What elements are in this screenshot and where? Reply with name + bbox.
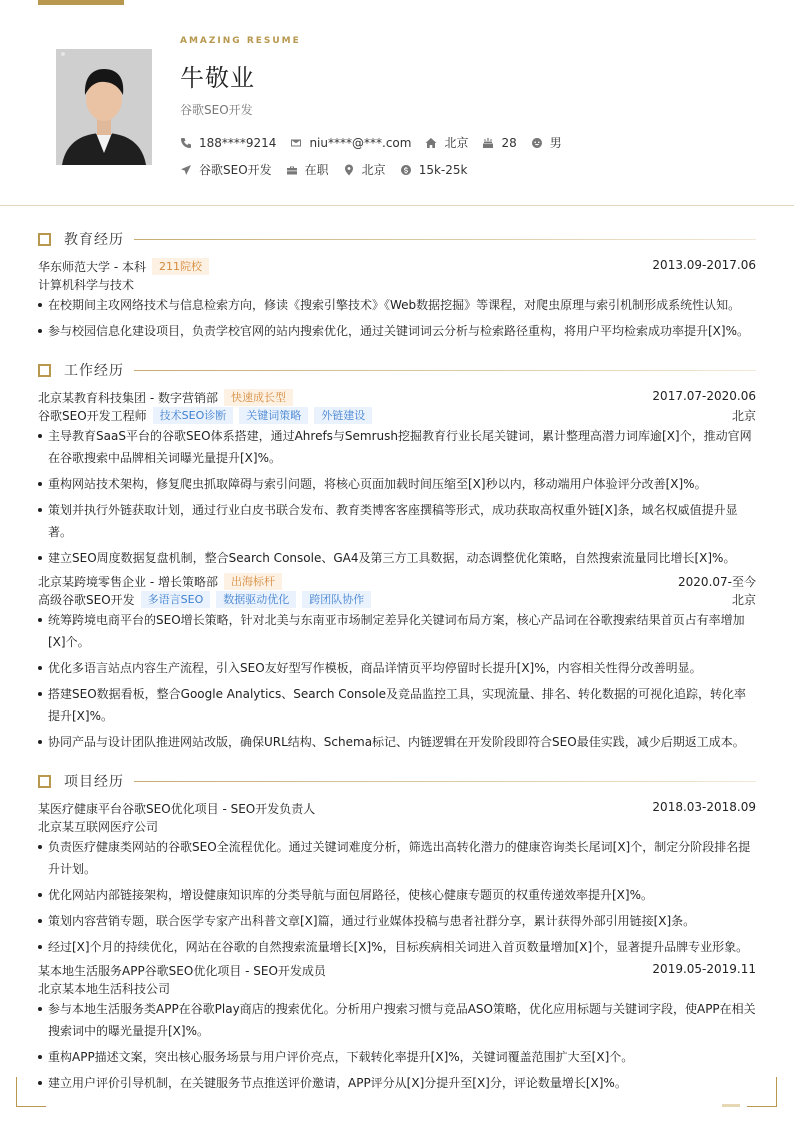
page-dash-decoration [722,1104,740,1107]
skill-tag: 关键词策略 [239,407,308,424]
cake-icon [482,137,494,149]
project-name: 某医疗健康平台谷歌SEO优化项目 - SEO开发负责人 [38,802,316,816]
section-divider [134,239,756,240]
email-info [290,136,411,150]
company-name: 北京某跨境零售企业 - 增长策略部 [38,575,218,589]
school-tag: 211院校 [152,258,209,275]
location-pin-icon [343,164,355,176]
work-title-line [38,407,756,425]
mail-icon [290,137,302,149]
job-title: 高级谷歌SEO开发 [38,593,135,607]
phone-text: 188****9214 [199,135,277,150]
list-item: 搭建SEO数据看板，整合Google Analytics、Search Console及竞品监控工具，实现流量、排名、转化数据的可视化追踪，转化率提升[X]%。 [38,683,756,727]
work-company-line [38,573,756,591]
skill-tag: 外链建设 [314,407,372,424]
status-info [286,161,329,178]
project-date: 2018.03-2018.09 [652,800,756,814]
contact-row [180,134,576,151]
section-square-icon [38,775,51,788]
skill-tag: 数据驱动优化 [216,591,296,608]
phone-info [180,136,276,150]
list-item: 优化多语言站点内容生产流程，引入SEO友好型写作模板，商品详情页平均停留时长提升[X]%，内容相关性得分改善明显。 [38,657,756,679]
education-entry-line [38,258,756,276]
project-name: 某本地生活服务APP谷歌SEO优化项目 - SEO开发成员 [38,964,326,978]
profile-photo [56,49,152,165]
home-icon [425,137,437,149]
section-square-icon [38,364,51,377]
candidate-role: 谷歌SEO开发 [180,103,253,117]
gender-text: 男 [549,136,562,150]
project-org: 北京某互联网医疗公司 [38,820,159,834]
list-item: 策划并执行外链获取计划，通过行业白皮书联合发布、教育类博客客座撰稿等形式，成功获取高权重外链[X]条，域名权威值提升显著。 [38,499,756,543]
project-name-line [38,800,756,818]
education-section-header [38,231,756,247]
candidate-name: 牛敬业 [180,64,255,92]
target-role-info [180,161,272,178]
company-tag: 快速成长型 [224,389,293,406]
corner-decoration-right [747,1077,777,1107]
age-info [482,136,516,150]
briefcase-icon [286,164,298,176]
section-divider [134,781,756,782]
home-text: 北京 [444,136,469,150]
project-date: 2019.05-2019.11 [652,962,756,976]
list-item: 经过[X]个月的持续优化，网站在谷歌的自然搜索流量增长[X]%，目标疾病相关词进入首页数量增加[X]个，显著提升品牌专业形象。 [38,936,756,958]
phone-icon [180,137,192,149]
home-info [425,134,468,151]
school-name: 华东师范大学 - 本科 [38,260,146,274]
email-text: niu****@***.com [309,135,412,150]
intention-row [180,161,481,178]
status-text: 在职 [304,163,329,177]
list-item: 重构APP描述文案，突出核心服务场景与用户评价亮点，下载转化率提升[X]%，关键词覆盖范围扩大至[X]个。 [38,1046,756,1068]
money-icon [400,164,412,176]
list-item: 参与本地生活服务类APP在谷歌Play商店的搜索优化。分析用户搜索习惯与竞品ASO策略，优化应用标题与关键词字段，使APP在相关搜索词中的曝光量提升[X]%。 [38,998,756,1042]
skill-tag: 跨团队协作 [302,591,371,608]
work-date: 2020.07-至今 [678,575,756,589]
target-city-text: 北京 [361,163,386,177]
list-item: 策划内容营销专题，联合医学专家产出科普文章[X]篇，通过行业媒体投稿与患者社群分享，累计获得外部引用链接[X]条。 [38,910,756,932]
skill-tag: 技术SEO诊断 [153,407,234,424]
list-item: 建立用户评价引导机制，在关键服务节点推送评价邀请，APP评分从[X]分提升至[X]分，评论数量增长[X]%。 [38,1072,756,1094]
gender-info [531,134,562,151]
list-item: 在校期间主攻网络技术与信息检索方向，修读《搜索引擎技术》《Web数据挖掘》等课程，对爬虫原理与索引机制形成系统性认知。 [38,294,756,316]
work-title-line [38,591,756,609]
target-role-text: 谷歌SEO开发 [199,163,272,177]
section-title: 工作经历 [64,363,124,379]
section-title: 教育经历 [64,232,124,248]
list-item: 统筹跨境电商平台的SEO增长策略，针对北美与东南亚市场制定差异化关键词布局方案，核心产品词在谷歌搜索结果首页占有率增加[X]个。 [38,609,756,653]
list-item: 负责医疗健康类网站的谷歌SEO全流程优化。通过关键词难度分析，筛选出高转化潜力的健康咨询类长尾词[X]个，制定分阶段排名提升计划。 [38,836,756,880]
salary-info [400,163,468,177]
list-item: 建立SEO周度数据复盘机制，整合Search Console、GA4及第三方工具数据，动态调整优化策略，自然搜索流量同比增长[X]%。 [38,547,756,569]
list-item: 主导教育SaaS平台的谷歌SEO体系搭建，通过Ahrefs与Semrush挖掘教育行业长尾关键词，累计整理高潜力词库逾[X]个，推动官网在谷歌搜索中品牌相关词曝光量提升[X]%。 [38,425,756,469]
list-item: 重构网站技术架构，修复爬虫抓取障碍与索引问题，将核心页面加载时间压缩至[X]秒以内，移动端用户体验评分改善[X]%。 [38,473,756,495]
education-major-line [38,276,756,294]
salary-text: 15k-25k [418,162,468,177]
section-title: 项目经历 [64,774,124,790]
section-square-icon [38,233,51,246]
project-org: 北京某本地生活科技公司 [38,982,171,996]
list-item: 优化网站内部链接架构，增设健康知识库的分类导航与面包屑路径，使核心健康专题页的权重传递效率提升[X]%。 [38,884,756,906]
job-title: 谷歌SEO开发工程师 [38,409,147,423]
project-org-line [38,818,756,836]
age-text: 28 [501,135,517,150]
work-section-header [38,362,756,378]
section-divider [134,370,756,371]
work-city: 北京 [731,409,756,423]
target-city-info [343,161,386,178]
project-name-line [38,962,756,980]
work-company-line [38,389,756,407]
project-org-line [38,980,756,998]
major-name: 计算机科学与技术 [38,278,135,292]
work-city: 北京 [731,593,756,607]
resume-tagline: AMAZING RESUME [180,36,301,46]
list-item: 参与校园信息化建设项目，负责学校官网的站内搜索优化，通过关键词词云分析与检索路径重构，将用户平均检索成功率提升[X]%。 [38,320,756,342]
company-name: 北京某教育科技集团 - 数字营销部 [38,391,218,405]
resume-header [0,0,794,206]
skill-tag: 多语言SEO [141,591,211,608]
list-item: 协同产品与设计团队推进网站改版，确保URL结构、Schema标记、内链逻辑在开发阶段即符合SEO最佳实践，减少后期返工成本。 [38,731,756,753]
send-icon [180,164,192,176]
gender-icon [531,137,543,149]
corner-decoration-left [16,1077,46,1107]
education-date: 2013.09-2017.06 [652,258,756,272]
company-tag: 出海标杆 [224,573,282,590]
projects-section-header [38,773,756,789]
work-date: 2017.07-2020.06 [652,389,756,403]
